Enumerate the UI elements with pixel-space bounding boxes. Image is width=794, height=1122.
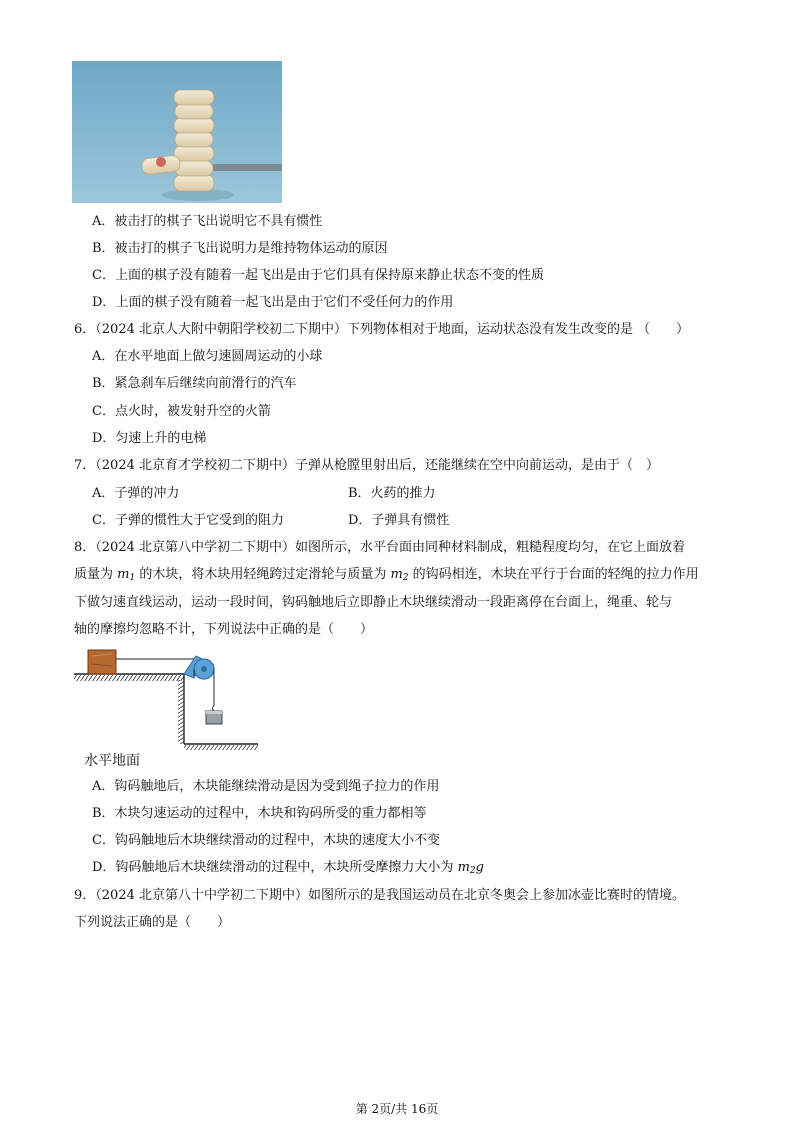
q8-option-c: C．钩码触地后木块继续滑动的过程中，木块的速度大小不变 [92, 833, 440, 848]
q9-stem-line1: 9．（2024 北京第八十中学初二下期中）如图所示的是我国运动员在北京冬奥会上参加冰壶比赛时的情境。 [74, 888, 685, 903]
q8-stem-line4: 轴的摩擦均忽略不计，下列说法中正确的是（ ） [74, 622, 374, 637]
q5-option-a: A．被击打的棋子飞出说明它不具有惯性 [92, 214, 323, 229]
q8-stem-line2 [74, 567, 699, 586]
q7-option-b: B．火药的推力 [348, 486, 436, 501]
q9-stem-line2: 下列说法正确的是（ ） [74, 915, 231, 930]
m1-symbol: m [117, 567, 130, 582]
chess-stack-photo [72, 61, 282, 203]
q8-option-b: B．木块匀速运动的过程中，木块和钩码所受的重力都相等 [92, 806, 427, 821]
q6-option-b: B．紧急刹车后继续向前滑行的汽车 [92, 376, 297, 391]
page-footer: 第 2页/共 16页 [355, 1102, 439, 1116]
q6-stem: 6．（2024 北京人大附中朝阳学校初二下期中）下列物体相对于地面，运动状态没有发生改变的是 （ ） [74, 322, 690, 337]
q6-option-c: C．点火时，被发射升空的火箭 [92, 404, 271, 419]
q5-option-c: C．上面的棋子没有随着一起飞出是由于它们具有保持原来静止状态不变的性质 [92, 268, 544, 283]
pulley-diagram [72, 640, 292, 770]
q7-option-d: D．子弹具有惯性 [348, 513, 450, 528]
q8-option-d [92, 860, 484, 879]
q8-stem-text: 质量为 [74, 567, 118, 582]
ground-label: 水平地面 [84, 753, 140, 769]
q5-option-b: B．被击打的棋子飞出说明力是维持物体运动的原因 [92, 241, 388, 256]
m2-symbol: m [457, 860, 470, 875]
q7-option-a: A．子弹的冲力 [92, 486, 180, 501]
q8-stem-line1: 8．（2024 北京第八中学初二下期中）如图所示，水平台面由同种材料制成，粗糙程度均匀，在它上面放着 [74, 540, 685, 555]
g-symbol: g [475, 860, 484, 875]
m2-symbol: m [390, 567, 403, 582]
q5-option-d: D．上面的棋子没有随着一起飞出是由于它们不受任何力的作用 [92, 295, 454, 310]
m2-subscript: 2 [469, 866, 476, 876]
m1-subscript: 1 [129, 573, 136, 583]
q8-stem-text: 的木块，将木块用轻绳跨过定滑轮与质量为 [135, 567, 391, 582]
q8-option-a: A．钩码触地后，木块能继续滑动是因为受到绳子拉力的作用 [92, 779, 440, 794]
q8-stem-text: 的钩码相连，木块在平行于台面的轻绳的拉力作用 [408, 567, 699, 582]
q6-option-a: A．在水平地面上做匀速圆周运动的小球 [92, 349, 323, 364]
q7-option-c: C．子弹的惯性大于它受到的阻力 [92, 513, 284, 528]
m2-subscript: 2 [402, 573, 409, 583]
q6-option-d: D．匀速上升的电梯 [92, 431, 207, 446]
q8-option-d-text: D．钩码触地后木块继续滑动的过程中，木块所受摩擦力大小为 [92, 860, 458, 875]
q8-stem-line3: 下做匀速直线运动，运动一段时间，钩码触地后立即静止木块继续滑动一段距离停在台面上，绳重、轮与 [74, 595, 673, 610]
q7-stem: 7．（2024 北京育才学校初二下期中）子弹从枪膛里射出后，还能继续在空中向前运动，是由于（ ） [74, 458, 659, 473]
